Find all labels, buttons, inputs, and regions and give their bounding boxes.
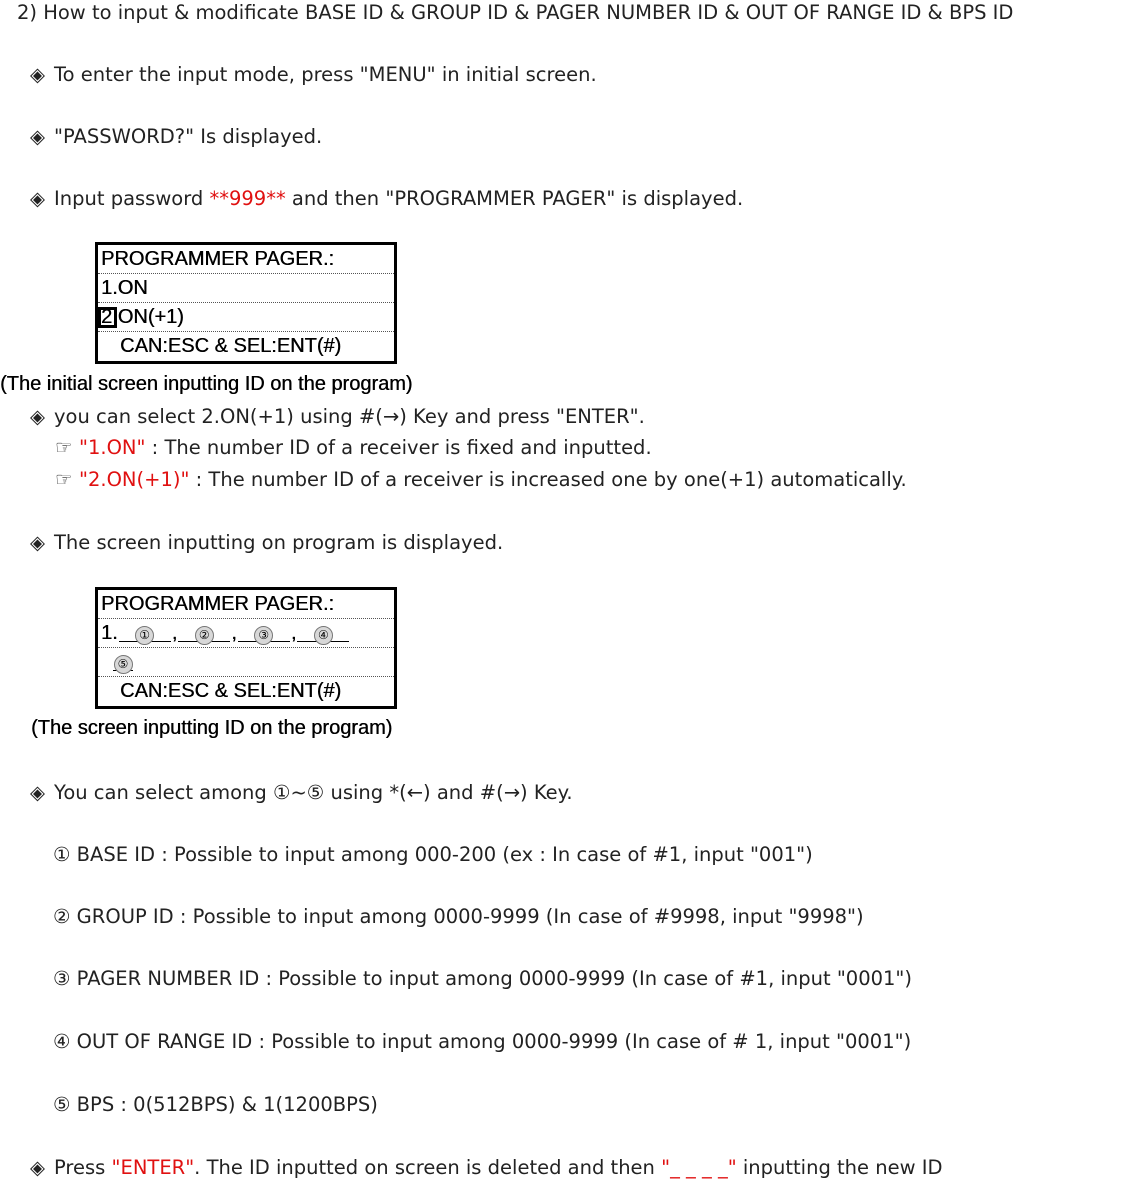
- item-bps: ⑤ BPS : 0(512BPS) & 1(1200BPS): [53, 1093, 378, 1116]
- lcd-prefix: 1.: [101, 622, 118, 644]
- step-text: . The ID inputted on screen is deleted and then: [194, 1156, 662, 1179]
- pointing-hand-icon: ☞: [55, 468, 73, 491]
- base-id-slot: [119, 619, 171, 642]
- lcd-bps-field: [98, 648, 394, 677]
- enter-key-label: "ENTER": [111, 1156, 195, 1179]
- diamond-bullet-icon: ◈: [30, 187, 45, 210]
- step-program-screen: [30, 530, 503, 556]
- lcd-separator: ,: [231, 622, 237, 644]
- lcd-option-1: 1.ON: [98, 274, 394, 303]
- item-pager-number-id: ③ PAGER NUMBER ID : Possible to input among 0000-9999 (In case of #1, input "0001"): [53, 967, 912, 990]
- lcd-option-2: [98, 303, 394, 332]
- diamond-bullet-icon: ◈: [30, 125, 45, 148]
- password-value: **999**: [209, 187, 286, 210]
- slot-number-badge: ②: [195, 626, 214, 645]
- step-select-option: [30, 404, 645, 430]
- pager-number-slot: [238, 619, 290, 642]
- item-base-id: ① BASE ID : Possible to input among 000-200 (ex : In case of #1, input "001"): [53, 843, 813, 866]
- step-select-fields: [30, 780, 573, 806]
- note-fixed-id: [55, 435, 652, 461]
- diamond-bullet-icon: ◈: [30, 781, 45, 804]
- screen-caption-program: (The screen inputting ID on the program): [31, 717, 393, 739]
- step-text: To enter the input mode, press "MENU" in initial screen.: [54, 63, 597, 86]
- slot-number-badge: ③: [254, 626, 273, 645]
- lcd-id-fields: [98, 619, 394, 648]
- item-out-of-range-id: ④ OUT OF RANGE ID : Possible to input among 0000-9999 (In case of # 1, input "0001"): [53, 1030, 912, 1053]
- note-option-label: "2.ON(+1)": [79, 468, 190, 491]
- lcd-title: PROGRAMMER PAGER.:: [98, 590, 394, 619]
- step-text: and then "PROGRAMMER PAGER" is displayed.: [285, 187, 744, 210]
- note-increment-id: [55, 467, 907, 493]
- step-text: "PASSWORD?" Is displayed.: [54, 125, 323, 148]
- bps-slot: [113, 648, 133, 671]
- page-heading: 2) How to input & modificate BASE ID & GROUP ID & PAGER NUMBER ID & OUT OF RANGE ID & BPS ID: [17, 1, 1014, 24]
- lcd-footer: CAN:ESC & SEL:ENT(#): [120, 335, 342, 357]
- step-text: The screen inputting on program is displayed.: [54, 531, 504, 554]
- diamond-bullet-icon: ◈: [30, 63, 45, 86]
- lcd-separator: ,: [290, 622, 297, 644]
- lcd-screen-program: [95, 587, 397, 709]
- group-id-slot: [178, 619, 230, 642]
- slot-number-badge: ①: [135, 626, 154, 645]
- diamond-bullet-icon: ◈: [30, 405, 45, 428]
- lcd-screen-initial: [95, 242, 397, 364]
- note-text: : The number ID of a receiver is fixed and inputted.: [145, 436, 652, 459]
- diamond-bullet-icon: ◈: [30, 531, 45, 554]
- slot-number-badge: ④: [314, 626, 333, 645]
- step-text: inputting the new ID: [736, 1156, 943, 1179]
- lcd-footer: CAN:ESC & SEL:ENT(#): [120, 680, 342, 702]
- slot-number-badge: ⑤: [114, 655, 133, 674]
- lcd-option-2-num: 2.: [101, 306, 118, 328]
- lcd-option-2-label: ON(+1): [117, 306, 184, 328]
- step-text: you can select 2.ON(+1) using #(→) Key and press "ENTER".: [54, 405, 645, 428]
- pointing-hand-icon: ☞: [55, 436, 73, 459]
- note-text: : The number ID of a receiver is increased one by one(+1) automatically.: [189, 468, 907, 491]
- out-of-range-slot: [297, 619, 349, 642]
- selection-cursor: [98, 307, 117, 328]
- step-text: Press: [54, 1156, 112, 1179]
- lcd-separator: ,: [171, 622, 178, 644]
- blank-id-placeholder: "_ _ _ _": [661, 1156, 737, 1179]
- step-enter-mode: [30, 62, 597, 88]
- step-text: Input password: [54, 187, 210, 210]
- lcd-title: PROGRAMMER PAGER.:: [98, 245, 394, 274]
- step-input-password: [30, 186, 743, 212]
- item-group-id: ② GROUP ID : Possible to input among 0000-9999 (In case of #9998, input "9998"): [53, 905, 864, 928]
- step-text: You can select among ①~⑤ using *(←) and #(→) Key.: [54, 781, 573, 804]
- step-password-prompt: [30, 124, 322, 150]
- screen-caption-initial: (The initial screen inputting ID on the program): [0, 373, 413, 395]
- diamond-bullet-icon: ◈: [30, 1156, 45, 1179]
- step-press-enter: [30, 1155, 943, 1181]
- note-option-label: "1.ON": [79, 436, 146, 459]
